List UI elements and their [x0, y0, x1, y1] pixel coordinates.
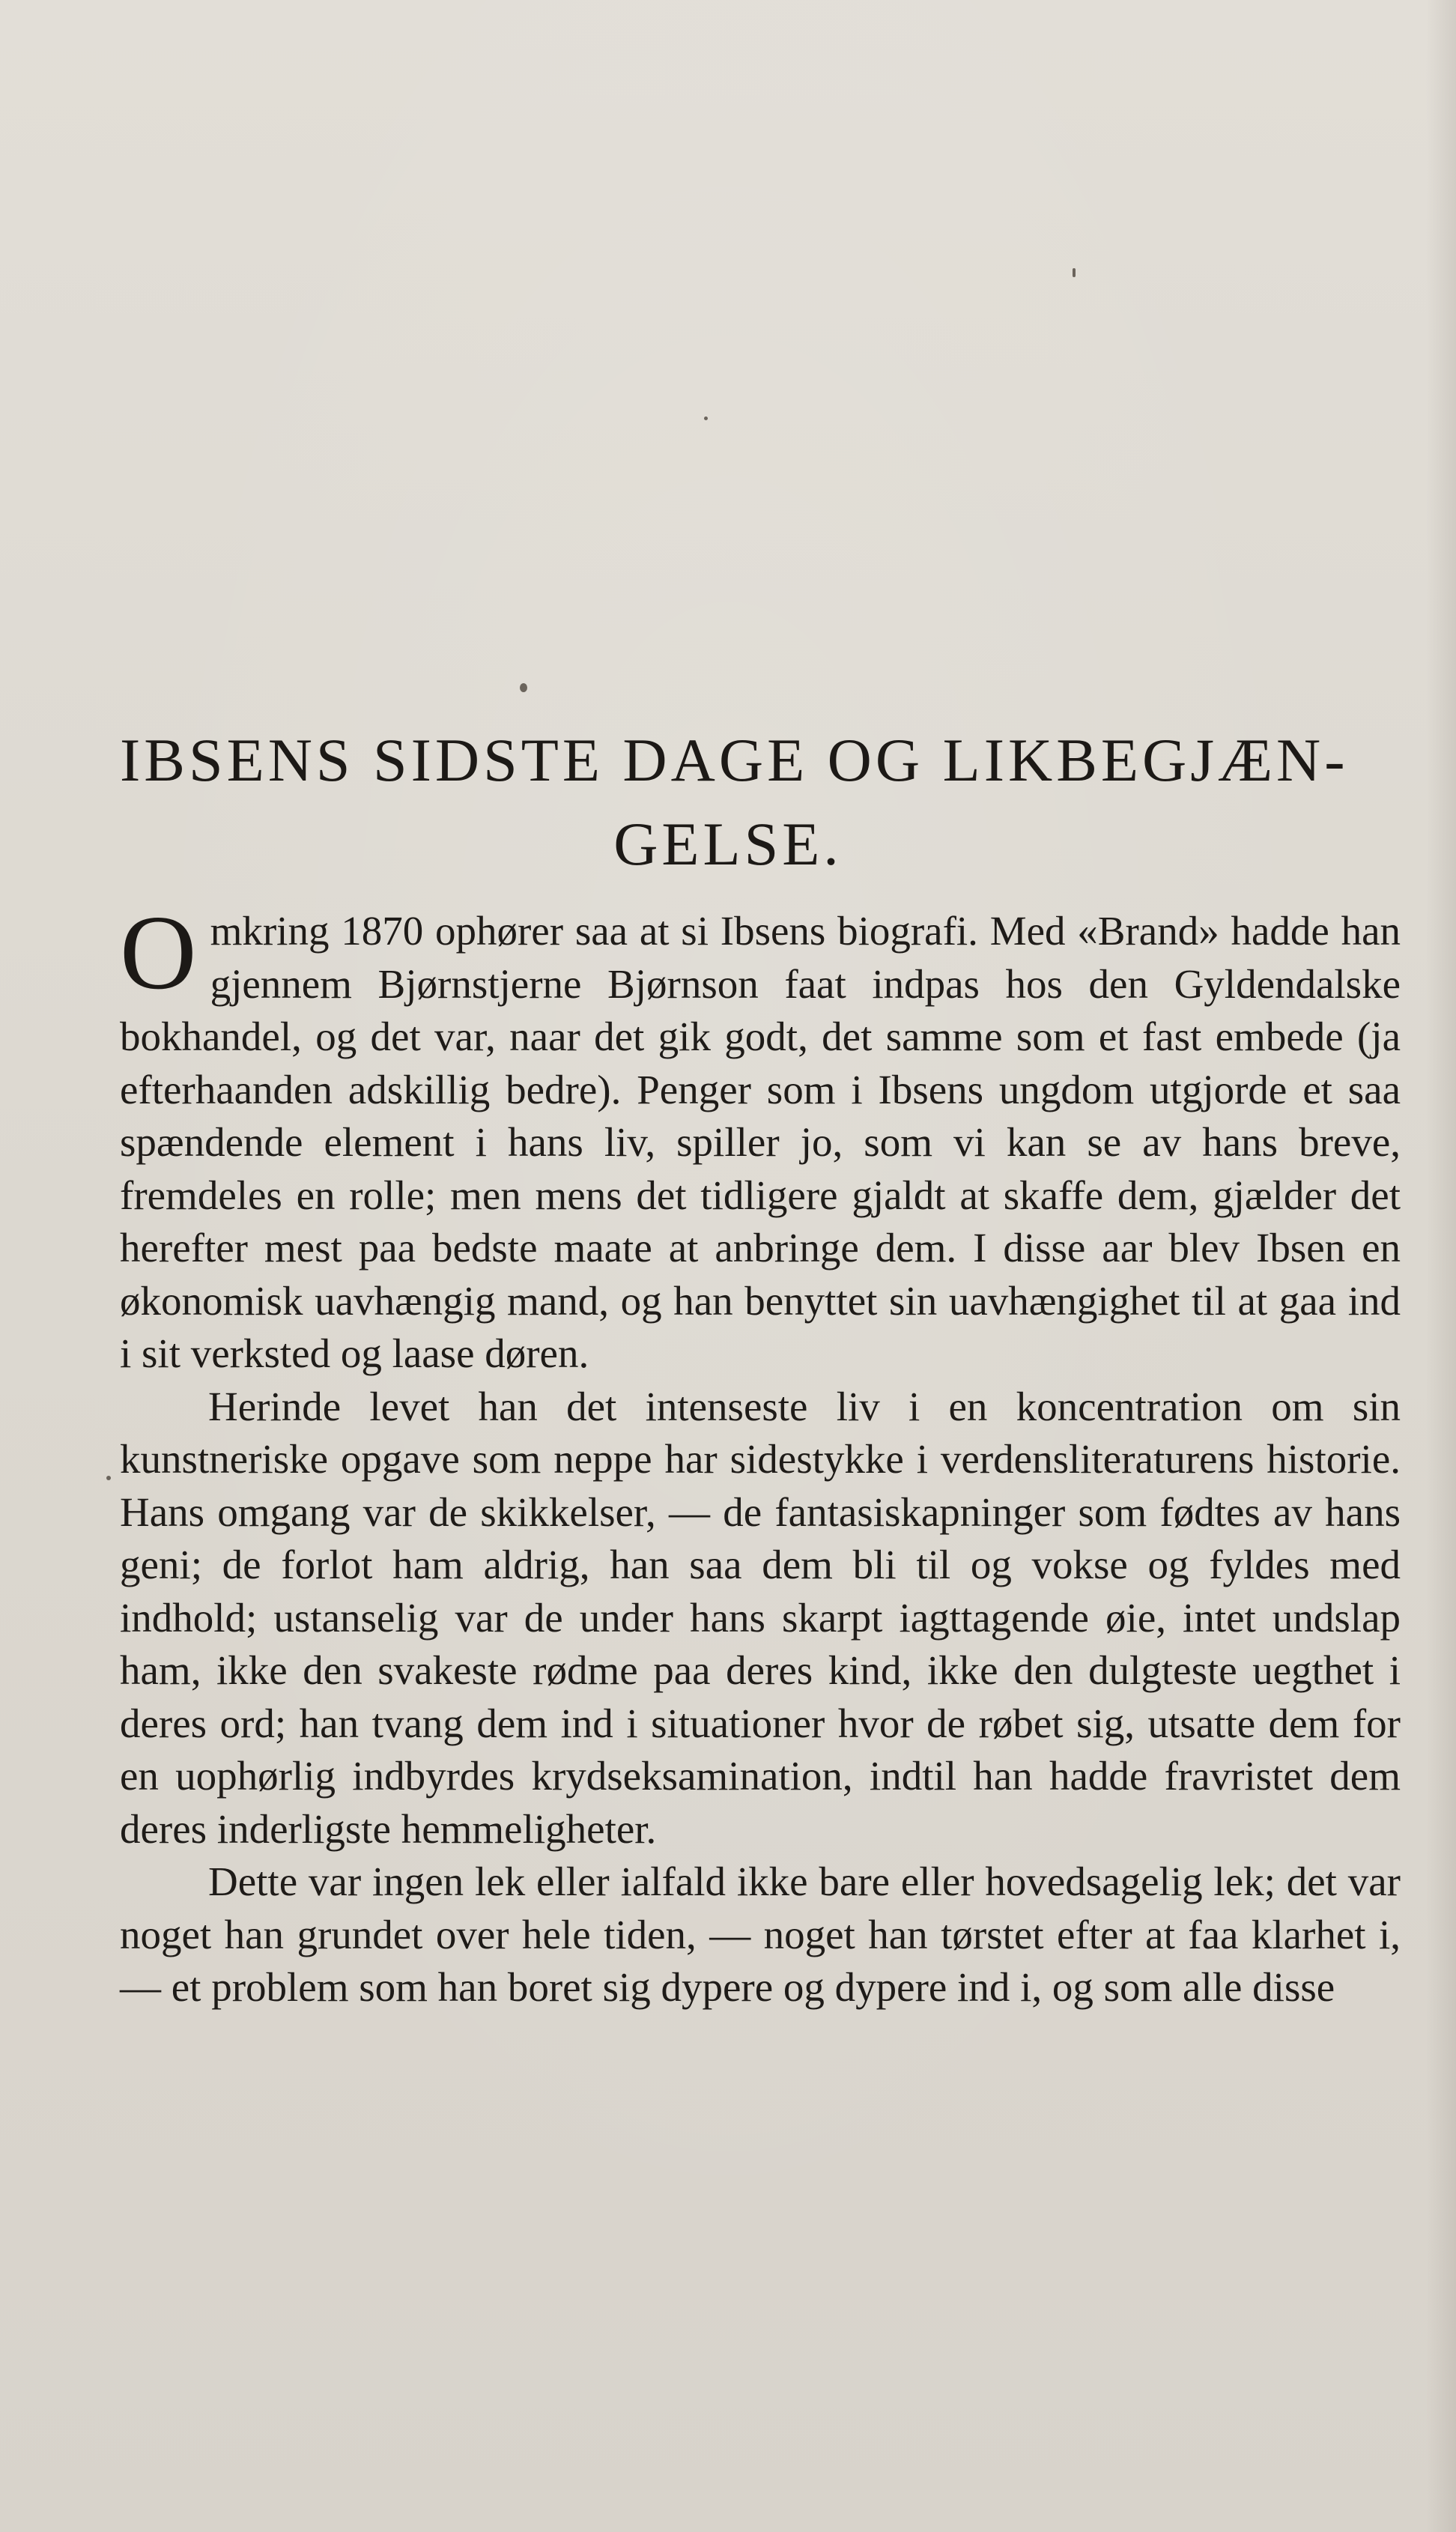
paragraph-2: Herinde levet han det intenseste liv i en koncentration om sin kunstneriske opgave som neppe har sidestykke i verdensliteraturens historie. Hans omgang var de skikkelser, — de fantasiskapninger som fødtes av hans geni; de forlot ham aldrig, han saa dem bli til og vokse og fyldes med indhold; ustanselig var de under hans skarpt iagttagende øie, intet undslap ham, ikke den svakeste rødme paa deres kind, ikke den dulgteste uegthet i deres ord; han tvang dem ind i situationer hvor de røbet sig, utsatte dem for en uophørlig indbyrdes krydseksamination, indtil han hadde fravristet dem deres inderligste hemmeligheter.: [120, 1383, 1401, 1852]
page-edge-shadow: [1426, 0, 1456, 2532]
ink-speck: [106, 1476, 111, 1480]
chapter-title-line-2: GELSE.: [613, 810, 843, 878]
paragraph-1: [120, 893, 1401, 1381]
ink-speck: [1073, 268, 1076, 277]
ink-speck: [520, 683, 527, 692]
paragraph-3: Dette var ingen lek eller ialfald ikke bare eller hovedsagelig lek; det var noget han grundet over hele tiden, — noget han tørstet efter at faa klarhet i, — et problem som han boret sig dypere og dypere ind i, og som alle disse: [120, 1859, 1401, 2010]
chapter-title-line-1: IBSENS SIDSTE DAGE OG LIKBEGJÆN-: [120, 726, 1349, 794]
ink-speck: [704, 417, 708, 420]
drop-cap: O: [120, 893, 197, 1011]
body-text: [120, 893, 1401, 2014]
paragraph-1-text: mkring 1870 ophører saa at si Ibsens biografi. Med «Brand» hadde han gjennem Bjørnstjerne Bjørnson faat indpas hos den Gyldendalske bokhandel, og det var, naar det gik godt, det samme som et fast embede (ja efterhaanden adskillig bedre). Penger som i Ibsens ungdom utgjorde et saa spændende element i hans liv, spiller jo, som vi kan se av hans breve, fremdeles en rolle; men mens det tidligere gjaldt at skaffe dem, gjælder det herefter mest paa bedste maate at anbringe dem. I disse aar blev Ibsen en økonomisk uavhængig mand, og han benyttet sin uavhængighet til at gaa ind i sit verksted og laase døren.: [120, 908, 1401, 1376]
